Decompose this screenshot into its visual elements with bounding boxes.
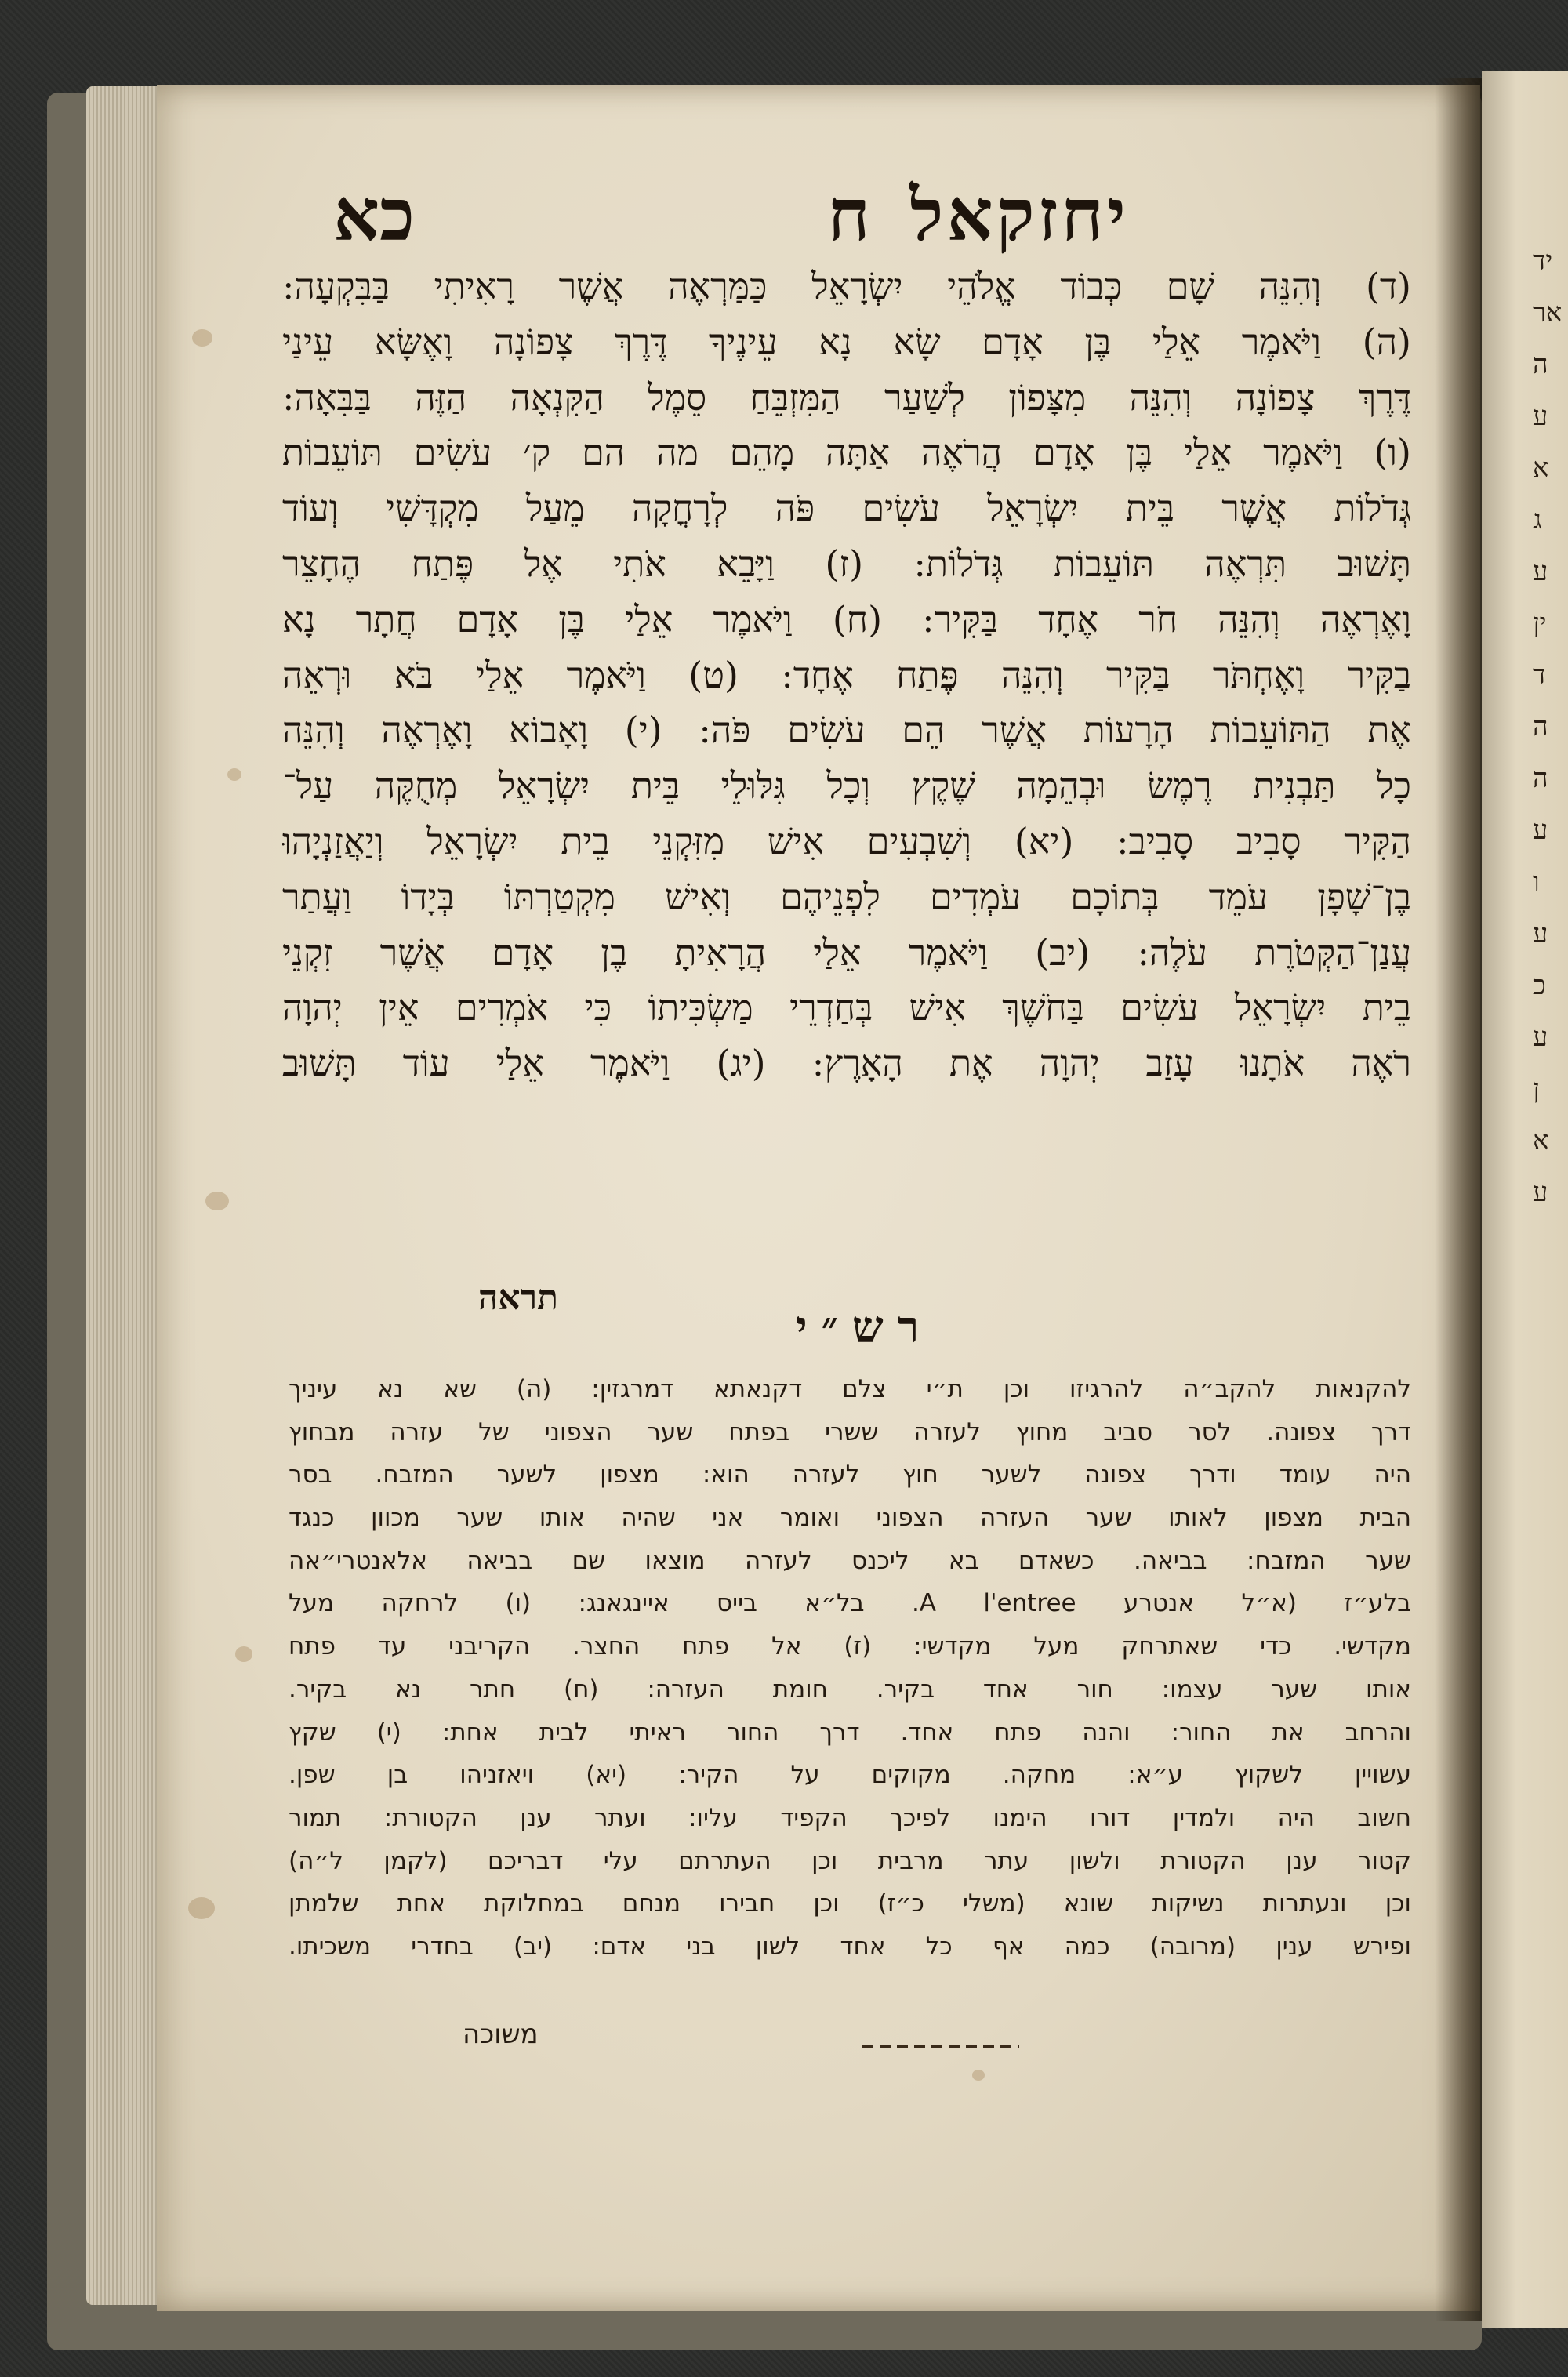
chapter-number: ח (827, 172, 870, 257)
facing-page-fragment: ג (1533, 504, 1542, 535)
main-text-line: עֲנַן־הַקְּטֹרֶת עֹלֶה: (יב) וַיֹּאמֶר אֵלַי הֲרָאִיתָ בֶן אָדָם אֲשֶׁר זִקְנֵי (282, 931, 1411, 974)
foxing-spot (972, 2070, 985, 2081)
foxing-spot (192, 329, 212, 347)
main-text-line: וָאֶרְאֶה וְהִנֵּה חֹר אֶחָד בַּקִּיר: (ח) וַיֹּאמֶר אֵלַי בֶּן אָדָם חֲתָר נָא (282, 597, 1411, 641)
facing-page-fragment: ן (1533, 1073, 1540, 1105)
facing-page-fragment: א (1533, 452, 1549, 484)
facing-page-fragment: ה (1533, 711, 1548, 742)
main-text-line: הַקִּיר סָבִיב סָבִיב: (יא) וְשִׁבְעִים אִישׁ מִזִּקְנֵי בֵית יִשְׂרָאֵל וְיַאֲזַנְיָהוּ (282, 819, 1411, 862)
commentary-line: אותו שער עצמו: חור אחד בקיר. חומת העזרה: (ח) חתר נא בקיר. (289, 1675, 1411, 1704)
commentary-heading: רש״י (796, 1301, 934, 1353)
main-text-line: דֶּרֶךְ צָפוֹנָה וְהִנֵּה מִצָּפוֹן לְשַׁעַר הַמִּזְבֵּחַ סֵמֶל הַקִּנְאָה הַזֶּה בַּבִּאָה: (282, 376, 1411, 419)
commentary-line: חשוב היה ולמדין דורו הימנו לפיכך הקפיד עליו: ועתר ענן הקטורת: תמור (289, 1803, 1411, 1832)
commentary-line: דרך צפונה. לסר סביב מחוץ לעזרה ששרי בפתח שער הצפוני של עזרה מבחוץ (289, 1417, 1411, 1446)
commentary-line: מקדשי. כדי שאתרחק מעל מקדשי: (ז) אל פתח החצר. הקריבני עד פתח (289, 1632, 1411, 1661)
facing-page-fragment: ין (1533, 608, 1547, 639)
facing-page-fragment: א (1533, 1125, 1549, 1156)
facing-page-text (1533, 235, 1568, 1218)
main-text-line: רֹאֶה אֹתָנוּ עָזַב יְהוָה אֶת הָאָרֶץ: (יג) וַיֹּאמֶר אֵלַי עוֹד תָּשׁוּב (282, 1042, 1411, 1085)
foxing-spot (205, 1192, 229, 1210)
main-text-line: בֵית יִשְׂרָאֵל עֹשִׂים בַּחֹשֶׁךְ אִישׁ בְּחַדְרֵי מַשְׂכִּיתוֹ כִּי אֹמְרִים אֵין יְהוָה (282, 986, 1411, 1029)
main-text-line: בַקִּיר וָאֶחְתֹּר בַּקִּיר וְהִנֵּה פֶּתַח אֶחָד: (ט) וַיֹּאמֶר אֵלַי בֹּא וּרְאֵה (282, 653, 1411, 696)
book-name: יחזקאל (909, 172, 1129, 257)
facing-page-fragment: כ (1533, 970, 1546, 1001)
facing-page-fragment: ע (1533, 556, 1548, 587)
facing-page-fragment: ו (1533, 866, 1540, 898)
commentary-line: להקנאות להקב״ה להרגיזו וכן ת״י צלם דקנאתא דמרגזין: (ה) שא נא עיניך (289, 1375, 1411, 1403)
facing-page-fragment: ע (1533, 815, 1548, 846)
main-text-block (282, 259, 1411, 1091)
foxing-spot (188, 1897, 215, 1919)
facing-page-fragment: ע (1533, 1022, 1548, 1053)
commentary-block (289, 1368, 1411, 1969)
main-text-line: אֶת הַתּוֹעֵבוֹת הָרָעוֹת אֲשֶׁר הֵם עֹשִׂים פֹּה: (י) וָאָבוֹא וָאֶרְאֶה וְהִנֵּה (282, 709, 1411, 752)
main-text-line: גְּדֹלוֹת אֲשֶׁר בֵּית יִשְׂרָאֵל עֹשִׂים פֹּה לְרָחֳקָה מֵעַל מִקְדָּשִׁי וְעוֹד (282, 487, 1411, 530)
foxing-spot (235, 1646, 252, 1662)
commentary-line: היה עומד ודרך צפונה לשער חוץ לעזרה הוא: מצפון לשער המזבח. בסר (289, 1461, 1411, 1490)
commentary-line: וכן ונעתרות נשיקות שונא (משלי כ״ז) וכן חבירו מנחם במחלוקת אחת שלמתן (289, 1889, 1411, 1918)
facing-page-fragment: אר (1533, 297, 1563, 328)
commentary-line: בלע״ז (א״ל אנטרע A l'entree. בל״א בייס איינגאנג: (ו) לרחקה מעל (289, 1589, 1411, 1618)
commentary-line: עשויין לשקוץ ע״א: מחקה. מקוקים על הקיר: (יא) ויאזניהו בן שפן. (289, 1761, 1411, 1790)
main-text-line: בֶן־שָׁפָן עֹמֵד בְּתוֹכָם עֹמְדִים לִפְנֵיהֶם וְאִישׁ מִקְטַרְתּוֹ בְּיָדוֹ וַעֲתַר (282, 875, 1411, 918)
footer-rule (862, 2045, 1019, 2048)
main-text-line: תָּשׁוּב תִּרְאֶה תּוֹעֵבוֹת גְּדֹלוֹת: (ז) וַיָּבֵא אֹתִי אֶל פֶּתַח הֶחָצֵר (282, 542, 1411, 585)
main-text-line: כָל תַּבְנִית רֶמֶשׂ וּבְהֵמָה שֶׁקֶץ וְכָל גִּלּוּלֵי בֵּית יִשְׂרָאֵל מְחֻקֶּה עַל־ (282, 764, 1411, 807)
facing-page-fragment: יד (1533, 245, 1553, 277)
page-number: כא (333, 172, 416, 257)
facing-page-fragment: ה (1533, 763, 1548, 794)
running-header (282, 172, 1411, 267)
facing-page-fragment: ע (1533, 401, 1548, 432)
facing-page-fragment: ע (1533, 1177, 1548, 1208)
commentary-line: שער המזבח: בביאה. כשאדם בא ליכנס לעזרה מוצאו שם בביאה אלאנטרי״אה (289, 1546, 1411, 1575)
commentary-line: הבית מצפון לאותו שער העזרה הצפוני ואומר אני שהיה אותו שער מכוון כנגד (289, 1504, 1411, 1533)
facing-page-fragment: ה (1533, 349, 1548, 380)
foxing-spot (227, 768, 241, 781)
main-text-line: (ד) וְהִנֵּה שָׁם כְּבוֹד אֱלֹהֵי יִשְׂרָאֵל כַּמַּרְאֶה אֲשֶׁר רָאִיתִי בַּבִּקְעָה: (282, 265, 1411, 307)
commentary-line: ופירש ענין (מרובה) כמה אף כל אחד לשון בני אדם: (יב) בחדרי משכיתו. (289, 1932, 1411, 1961)
main-catchword: תראה (478, 1278, 559, 1318)
facing-page-fragment: ד (1533, 659, 1546, 691)
commentary-line: והרחב את החור: והנה פתח אחד. דרך החור ראיתי לבית אחת: (י) שקץ (289, 1718, 1411, 1747)
facing-page-fragment: ע (1533, 918, 1548, 949)
commentary-catchword: משוכה (463, 2019, 539, 2050)
main-text-line: (ו) וַיֹּאמֶר אֵלַי בֶּן אָדָם הֲרֹאֶה אַתָּה מָהֵם מה הם ק׳ עֹשִׂים תּוֹעֵבוֹת (282, 431, 1411, 474)
main-text-line: (ה) וַיֹּאמֶר אֵלַי בֶּן אָדָם שָׂא נָא עֵינֶיךָ דֶּרֶךְ צָפוֹנָה וָאֶשָּׂא עֵינַי (282, 320, 1411, 363)
commentary-line: קטור ענן הקטורת ולשון עתר מרבית וכן העתרתם עלי דבריכם (לקמן ל״ה) (289, 1846, 1411, 1875)
